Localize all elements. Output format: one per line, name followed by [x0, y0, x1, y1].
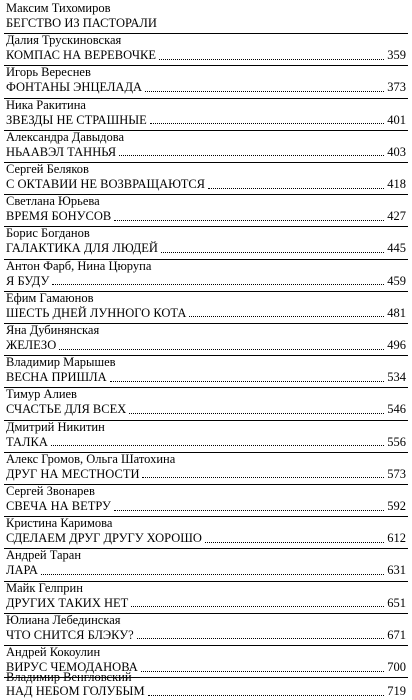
entry-title: СВЕЧА НА ВЕТРУ [6, 499, 111, 513]
toc-entry [4, 98, 408, 130]
entry-line [6, 16, 406, 31]
entry-title: БЕГСТВО ИЗ ПАСТОРАЛИ [6, 16, 157, 30]
entry-line [6, 370, 406, 385]
toc-entry [4, 387, 408, 419]
entry-title: ДРУГ НА МЕСТНОСТИ [6, 466, 140, 481]
entry-author: Андрей Кокоулин [6, 645, 101, 659]
dot-leader [51, 444, 384, 446]
toc-entry [4, 226, 408, 258]
entry-author: Сергей Беляков [6, 162, 89, 176]
entry-author: Ефим Гамаюнов [6, 290, 94, 305]
entry-author: Майк Гелприн [6, 580, 83, 595]
dot-leader [160, 26, 403, 27]
entry-title: ВЕСНА ПРИШЛА [6, 370, 107, 385]
toc-entry [4, 613, 408, 645]
entry-page: 359 [387, 48, 406, 63]
dot-leader [131, 605, 384, 607]
dot-leader [119, 154, 384, 156]
entry-page: 546 [387, 402, 406, 417]
toc-entry [4, 162, 408, 194]
entry-title: ГАЛАКТИКА ДЛЯ ЛЮДЕЙ [6, 241, 158, 256]
entry-line [6, 241, 406, 256]
entry-page: 401 [387, 112, 406, 127]
entry-line [6, 467, 406, 482]
toc-entry [4, 33, 408, 65]
entry-line [6, 684, 406, 699]
dot-leader [129, 412, 384, 414]
dot-leader [110, 380, 385, 382]
entry-author: Максим Тихомиров [6, 1, 111, 15]
entry-title: С ОКТАВИИ НЕ ВОЗВРАЩАЮТСЯ [6, 177, 205, 191]
dot-leader [150, 122, 384, 124]
entry-line [6, 435, 406, 450]
entry-page: 700 [387, 660, 406, 674]
entry-page: 445 [387, 241, 406, 256]
entry-title: ФОНТАНЫ ЭНЦЕЛАДА [6, 80, 143, 95]
dot-leader [137, 637, 385, 639]
toc-entry [4, 581, 408, 613]
entry-title: ВИРУС ЧЕМОДАНОВА [6, 660, 138, 674]
entry-page: 671 [387, 627, 406, 642]
dot-leader [41, 573, 384, 575]
dot-leader [148, 694, 385, 696]
entry-author: Борис Богданов [6, 226, 90, 241]
entry-line [6, 402, 406, 417]
entry-title: ЖЕЛЕЗО [6, 338, 57, 352]
dot-leader [59, 348, 384, 350]
entry-author: Далия Трускиновская [6, 33, 122, 48]
toc-entry [4, 548, 408, 580]
entry-title: ВРЕМЯ БОНУСОВ [6, 209, 112, 224]
entry-author: Антон Фарб, Нина Цюрупа [6, 258, 152, 273]
entry-author: Дмитрий Никитин [6, 419, 105, 434]
entry-author: Игорь Вереснев [6, 65, 91, 80]
toc-entry [4, 516, 408, 548]
entry-author: Тимур Алиев [6, 387, 77, 402]
entry-author: Ника Ракитина [6, 97, 86, 112]
toc-entry [4, 259, 408, 291]
entry-line [6, 48, 406, 63]
toc-entry [4, 668, 408, 700]
entry-line [6, 209, 406, 224]
toc-entry [4, 194, 408, 226]
toc-entry [4, 323, 408, 355]
dot-leader [142, 476, 384, 478]
entry-author: Алекс Громов, Ольга Шатохина [6, 451, 176, 466]
entry-page: 651 [387, 595, 406, 610]
entry-author: Сергей Звонарев [6, 484, 95, 498]
entry-line [6, 338, 406, 353]
entry-line [6, 563, 406, 578]
entry-author: Яна Дубинянская [6, 323, 100, 337]
entry-title: НЬААВЭЛ ТАННЬЯ [6, 144, 117, 159]
entry-title: НАД НЕБОМ ГОЛУБЫМ [6, 684, 145, 698]
dot-leader [114, 219, 384, 221]
entry-page: 373 [387, 80, 406, 95]
entry-title: КОМПАС НА ВЕРЕВОЧКЕ [6, 48, 156, 63]
entry-title: ТАЛКА [6, 434, 48, 449]
entry-line [6, 306, 406, 321]
entry-author: Александра Давыдова [6, 129, 125, 144]
toc-entry [4, 355, 408, 387]
entry-author: Владимир Марышев [6, 355, 116, 370]
dot-leader [145, 90, 384, 92]
entry-line [6, 531, 406, 546]
entry-title: Я БУДУ [6, 273, 50, 288]
entry-page: 459 [387, 273, 406, 288]
toc-entry [4, 130, 408, 162]
entry-line [6, 274, 406, 289]
entry-page: 592 [387, 499, 406, 513]
toc-entry [4, 65, 408, 97]
toc-entry [4, 291, 408, 323]
entry-page: 403 [387, 144, 406, 159]
entry-page: 631 [387, 563, 406, 578]
entry-page: 481 [387, 305, 406, 320]
entry-line [6, 145, 406, 160]
dot-leader [52, 283, 384, 285]
entry-page: 418 [387, 177, 406, 191]
dot-leader [159, 58, 384, 60]
entry-author: Андрей Таран [6, 548, 82, 563]
entry-line [6, 628, 406, 643]
entry-line [6, 80, 406, 95]
entry-page: 612 [387, 531, 406, 546]
entry-title: СЧАСТЬЕ ДЛЯ ВСЕХ [6, 402, 127, 417]
toc-entry [4, 420, 408, 452]
entry-title: ЧТО СНИТСЯ БЛЭКУ? [6, 627, 134, 642]
dot-leader [114, 509, 384, 511]
entry-author: Светлана Юрьева [6, 194, 100, 209]
dot-leader [205, 541, 384, 543]
toc-entry [4, 484, 408, 516]
entry-title: ШЕСТЬ ДНЕЙ ЛУННОГО КОТА [6, 305, 187, 320]
entry-line [6, 113, 406, 128]
entry-page: 496 [387, 338, 406, 352]
entry-author: Юлиана Лебединская [6, 612, 121, 627]
entry-page: 573 [387, 466, 406, 481]
entry-line [6, 596, 406, 611]
entry-line [6, 177, 406, 192]
entry-title: ЛАРА [6, 563, 38, 578]
entry-page: 427 [387, 209, 406, 224]
toc-entry [4, 452, 408, 484]
entry-line [6, 499, 406, 514]
entry-page: 719 [387, 684, 406, 698]
dot-leader [189, 315, 384, 317]
dot-leader [208, 187, 384, 189]
entry-title: ЗВЕЗДЫ НЕ СТРАШНЫЕ [6, 112, 147, 127]
entry-author: Владимир Венгловский [6, 670, 132, 684]
entry-page: 556 [387, 434, 406, 449]
toc-entry [4, 1, 408, 33]
entry-author: Кристина Каримова [6, 516, 113, 531]
entry-page: 534 [387, 370, 406, 385]
dot-leader [161, 251, 384, 253]
entry-title: ДРУГИХ ТАКИХ НЕТ [6, 595, 129, 610]
entry-title: СДЕЛАЕМ ДРУГ ДРУГУ ХОРОШО [6, 531, 202, 546]
